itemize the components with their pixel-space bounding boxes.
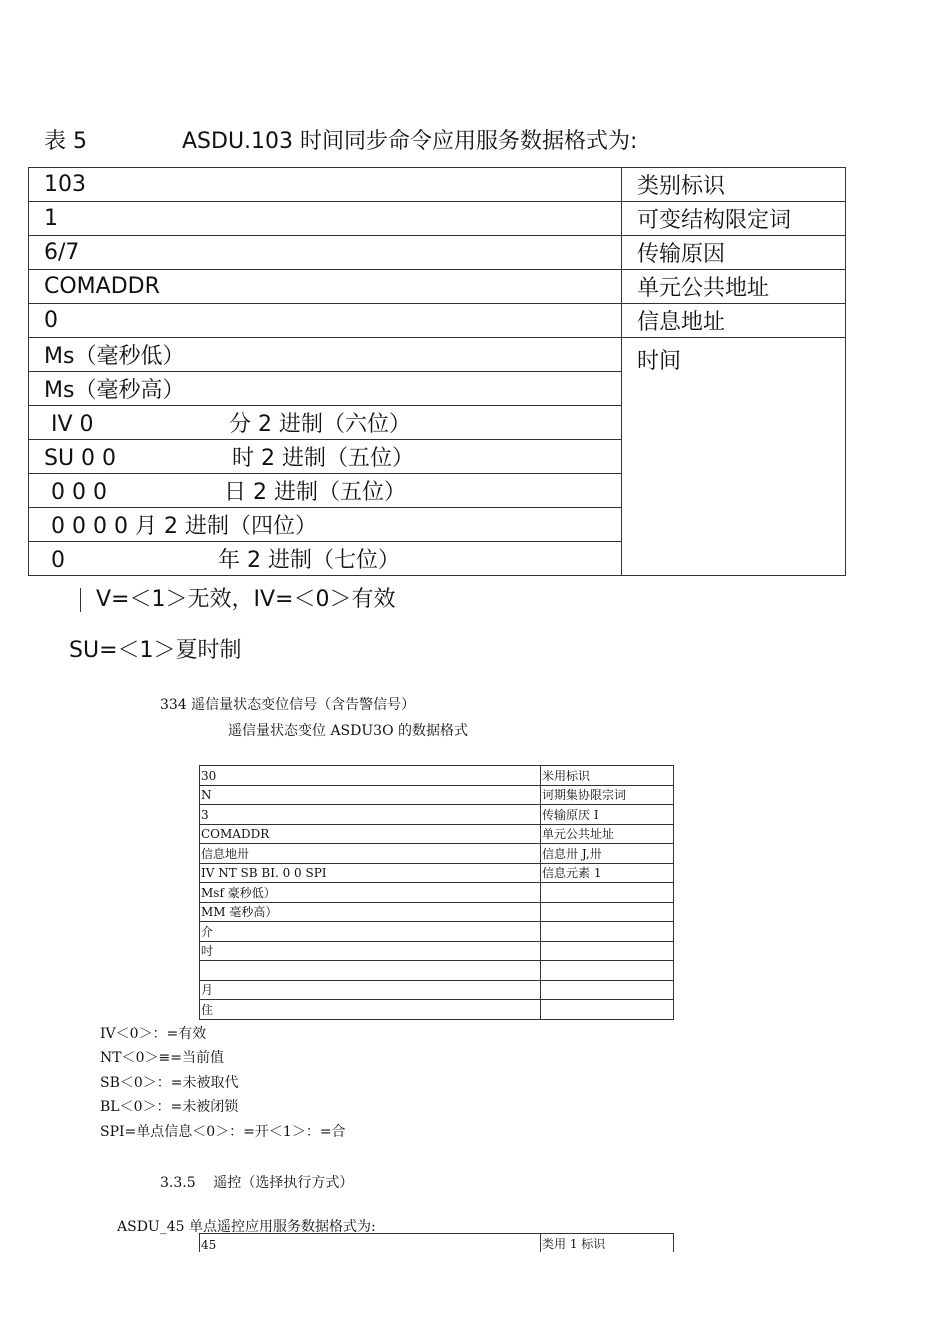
asdu45-table [199, 1233, 674, 1252]
text-cursor-bar [80, 588, 81, 612]
table-row [200, 1234, 674, 1253]
cell-left: IV NT SB BI. 0 0 SPI [200, 863, 541, 883]
cell-left [29, 372, 622, 406]
iv-note [80, 582, 395, 613]
cell-left: 介 [200, 922, 541, 942]
iv-note-text: V=＜1＞无效，IV=＜0＞有效 [96, 587, 396, 612]
cell-left [29, 508, 622, 542]
cell-left: 103 [29, 168, 622, 202]
asdu103-table [28, 167, 846, 576]
cell-right [541, 961, 674, 981]
cell-right: 信息元素 1 [541, 863, 674, 883]
table-row [200, 941, 674, 961]
note-iv: IV＜0＞：=有效 [100, 1026, 207, 1042]
cell-left: 1 [29, 202, 622, 236]
cell-right: 类用 1 标识 [541, 1234, 674, 1253]
cell-right [541, 1000, 674, 1020]
cell-right [541, 980, 674, 1000]
cell-right [541, 922, 674, 942]
table-row [200, 1000, 674, 1020]
cell-left: 6/7 [29, 236, 622, 270]
table-row [29, 168, 846, 202]
cell-left: 吋 [200, 941, 541, 961]
su-note: SU=＜1＞夏时制 [69, 638, 242, 663]
table5-caption [44, 124, 637, 155]
cell-left: Msf 豪秒低） [200, 883, 541, 903]
note-spi: SPI=单点信息＜0＞：=开＜1＞：=合 [100, 1124, 346, 1140]
time-field-b: 分 2 进制（六位） [229, 412, 411, 437]
cell-left [29, 338, 622, 372]
section-335-caption: ASDU_45 单点遥控应用服务数据格式为: [117, 1219, 376, 1235]
table-row [29, 270, 846, 304]
cell-left [29, 440, 622, 474]
cell-left: 45 [200, 1234, 541, 1253]
cell-left: MM 毫秒高） [200, 902, 541, 922]
table-row [200, 902, 674, 922]
asdu30-table [199, 765, 674, 1020]
cell-left: 3 [200, 805, 541, 825]
time-field-a: SU 0 0 [44, 446, 117, 471]
cell-left [29, 542, 622, 576]
cell-left: 信息地卅 [200, 844, 541, 864]
time-field-a: 0 [44, 548, 65, 573]
cell-right: 诃期集协限宗词 [541, 785, 674, 805]
table-row [29, 338, 846, 372]
cell-left: 住 [200, 1000, 541, 1020]
time-field-a: Ms（毫秒低） [44, 344, 185, 369]
cell-right: 信息地址 [622, 304, 846, 338]
cell-right: 可变结构限定词 [622, 202, 846, 236]
time-field-a: Ms（毫秒高） [44, 378, 185, 403]
time-label: 时间 [622, 338, 846, 576]
cell-right [541, 902, 674, 922]
cell-right [541, 941, 674, 961]
note-sb: SB＜0＞：=未被取代 [100, 1075, 239, 1091]
table5-label: 表 5 [44, 129, 87, 154]
cell-right: 米用标识 [541, 766, 674, 786]
table-row [200, 844, 674, 864]
time-field-b: 年 2 进制（七位） [218, 548, 400, 573]
table-row [200, 883, 674, 903]
cell-right: 信息卅 J,卅 [541, 844, 674, 864]
cell-right: 传输原厌 I [541, 805, 674, 825]
table-row [200, 863, 674, 883]
table-row [200, 824, 674, 844]
cell-right [541, 883, 674, 903]
table-row [200, 805, 674, 825]
note-nt: NT＜0＞≡=当前值 [100, 1050, 224, 1066]
table-row [200, 785, 674, 805]
section-334-subheading: 遥信量状态变位 ASDU3O 的数据格式 [228, 723, 469, 739]
table-row [200, 961, 674, 981]
cell-left [200, 961, 541, 981]
cell-left: 30 [200, 766, 541, 786]
cell-right: 类别标识 [622, 168, 846, 202]
table-row [29, 202, 846, 236]
cell-left: 0 [29, 304, 622, 338]
table5-title: ASDU.103 时间同步命令应用服务数据格式为: [182, 129, 638, 154]
cell-right: 传输原因 [622, 236, 846, 270]
time-field-b: 时 2 进制（五位） [232, 446, 414, 471]
table-row [200, 766, 674, 786]
time-field-b: 日 2 进制（五位） [224, 480, 406, 505]
table-row [29, 236, 846, 270]
section-335-heading: 3.3.5 遥控（选择执行方式） [160, 1175, 354, 1191]
table-row [200, 922, 674, 942]
cell-left: COMADDR [29, 270, 622, 304]
section-334-heading: 334 遥信量状态变位信号（含告警信号） [160, 697, 416, 713]
table-row [29, 304, 846, 338]
cell-left [29, 474, 622, 508]
cell-right: 单元公共地址 [622, 270, 846, 304]
note-bl: BL＜0＞：=未被闭锁 [100, 1099, 239, 1115]
time-field-a: 0 0 0 [44, 480, 107, 505]
table-row [200, 980, 674, 1000]
time-field-a: 0 0 0 0 月 2 进制（四位） [44, 514, 317, 539]
time-field-a: IV 0 [44, 412, 94, 437]
cell-left: COMADDR [200, 824, 541, 844]
cell-left: 月 [200, 980, 541, 1000]
cell-left: N [200, 785, 541, 805]
cell-left [29, 406, 622, 440]
cell-right: 单元公共址址 [541, 824, 674, 844]
